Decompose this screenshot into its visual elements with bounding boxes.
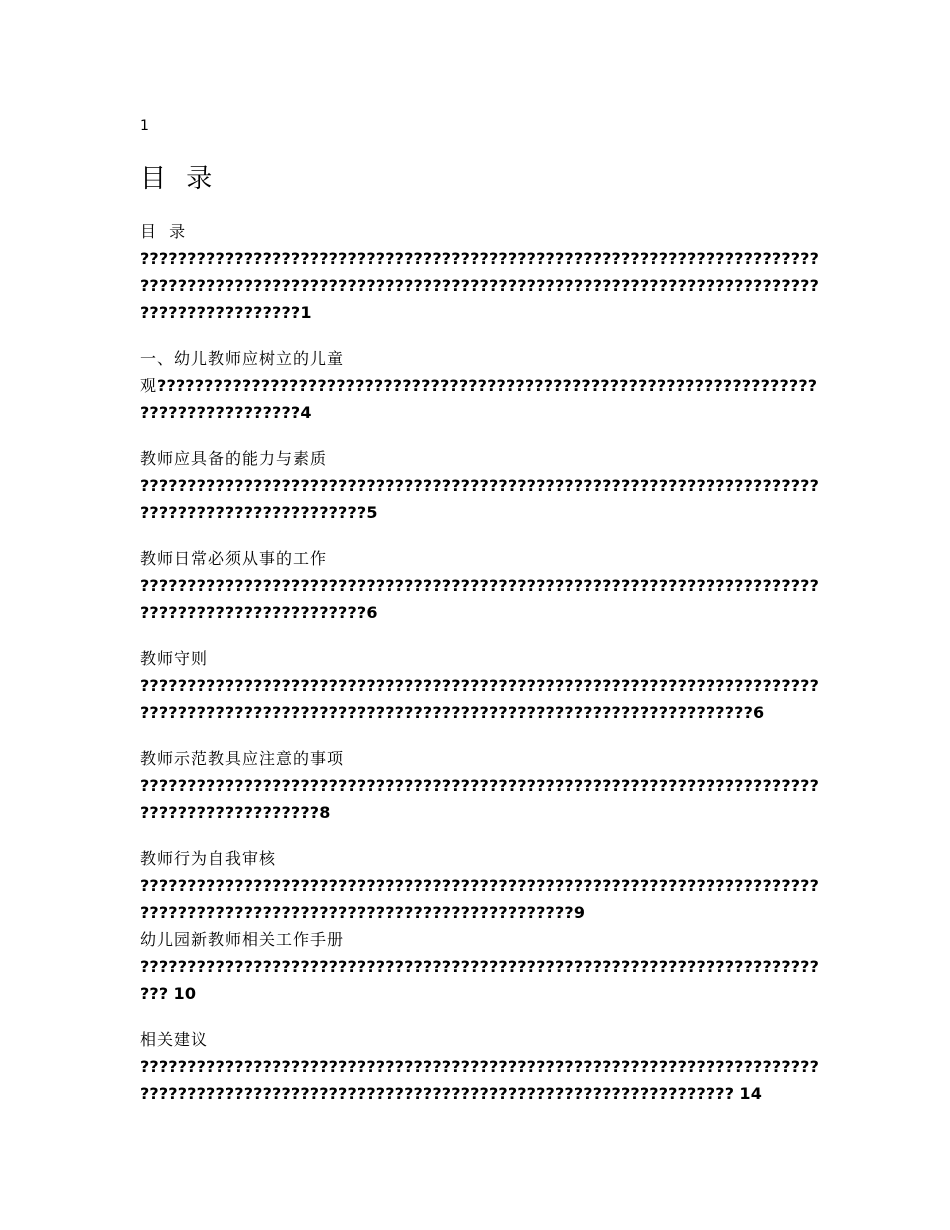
toc-entry-self-review[interactable]: [140, 845, 820, 1007]
toc-entry-child-view[interactable]: [140, 345, 820, 426]
toc-entry-label: 相关建议: [140, 1030, 209, 1049]
toc-entry-label: 教师示范教具应注意的事项: [140, 749, 345, 768]
toc-entry-label-text: 一、幼儿教师应树立的儿童观: [140, 349, 345, 395]
toc-entry-teacher-rules[interactable]: [140, 645, 820, 726]
toc-entry-teaching-aids[interactable]: [140, 745, 820, 826]
toc-entry-leader: ?????????????????????????????????????????????????????????????????????????????????????????????????????????????????????????????????????????: [140, 676, 820, 722]
toc-entry-leader: ??????????????????????????????????????????????????????????????????????????????????????????????????????????????????????: [140, 876, 820, 922]
toc-entry-page: 14: [739, 1084, 762, 1103]
toc-entry-page: 8: [319, 803, 331, 822]
toc-entry-label: 教师守则: [140, 649, 209, 668]
table-of-contents: [140, 218, 820, 1126]
toc-entry-leader: ???????????????????????????????????????????????????????????????????????????????????????: [140, 376, 818, 422]
toc-entry-label: 教师应具备的能力与素质: [140, 449, 328, 468]
toc-entry-label: 目 录: [140, 222, 190, 241]
toc-entry-page: 5: [366, 503, 378, 522]
toc-entry-page: 6: [366, 603, 378, 622]
toc-entry-page: 9: [573, 903, 586, 922]
toc-entry-page: 6: [753, 703, 765, 722]
toc-entry-leader: ???????????????????????????????????????????????????????????????????????????????????????????????????????????????????????????????????????: [140, 1057, 820, 1103]
toc-entry-label: 教师日常必须从事的工作: [140, 549, 328, 568]
toc-entry-leader: ?????????????????????????????????????????????????????????????????????????????????????????????????????????????????????????????????????????????????????????????????: [140, 249, 820, 322]
toc-entry-page: 1: [300, 303, 312, 322]
toc-entry-leader: ????????????????????????????????????????????????????????????????????????????????????????????????: [140, 576, 820, 622]
toc-heading: 目 录: [140, 164, 219, 194]
toc-entry-page: 4: [300, 403, 312, 422]
page-number: 1: [140, 118, 149, 134]
toc-entry-daily-work[interactable]: [140, 545, 820, 626]
toc-entry-leader: ????????????????????????????????????????????????????????????????????????????????????????????????: [140, 476, 820, 522]
toc-entry-contents[interactable]: [140, 218, 820, 326]
toc-entry-label: 教师行为自我审核: [140, 849, 277, 868]
toc-entry-page-manual: 10: [173, 984, 197, 1003]
toc-entry-leader-manual: ???????????????????????????????????????????????????????????????????????????: [140, 957, 820, 1003]
toc-entry-suggestions[interactable]: [140, 1026, 820, 1107]
toc-entry-abilities[interactable]: [140, 445, 820, 526]
toc-entry-leader: ???????????????????????????????????????????????????????????????????????????????????????????: [140, 776, 820, 822]
toc-entry-label-manual: 幼儿园新教师相关工作手册: [140, 930, 345, 949]
